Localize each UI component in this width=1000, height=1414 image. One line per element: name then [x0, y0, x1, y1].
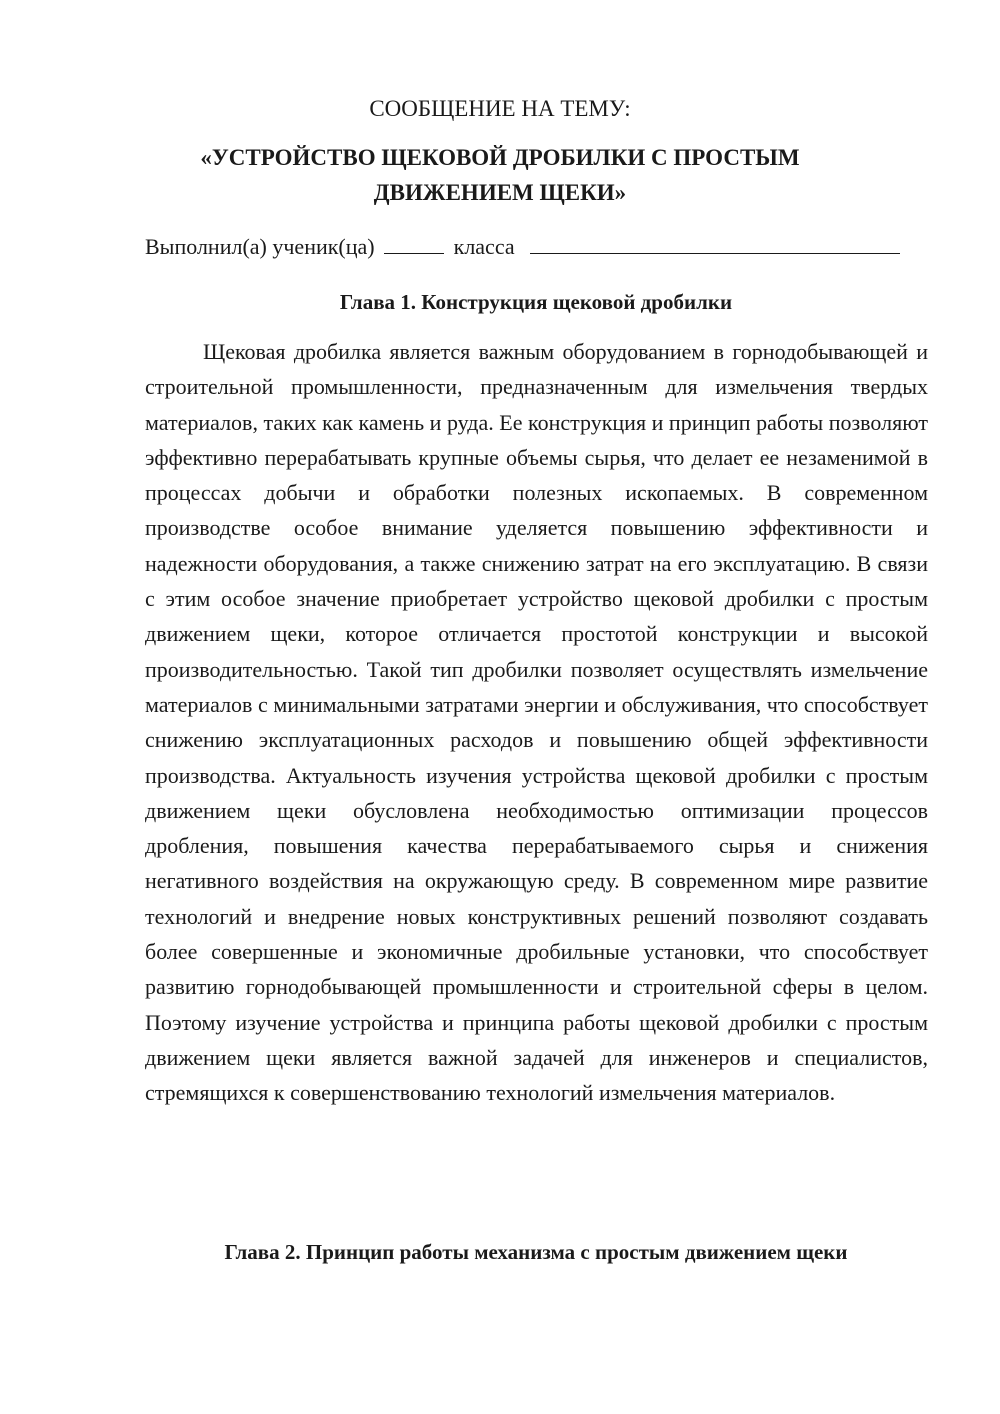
chapter-1-heading: Глава 1. Конструкция щековой дробилки	[339, 290, 733, 314]
class-number-blank	[384, 231, 444, 254]
title-line-2: ДВИЖЕНИЕМ ЩЕКИ»	[373, 180, 627, 205]
student-name-blank	[530, 231, 900, 254]
performer-line	[145, 231, 935, 262]
performer-label: Выполнил(а) ученик(ца)	[145, 234, 375, 259]
class-label: класса	[453, 234, 515, 259]
title-line-1: «УСТРОЙСТВО ЩЕКОВОЙ ДРОБИЛКИ С ПРОСТЫМ	[200, 145, 800, 170]
document-title	[0, 140, 1000, 210]
chapter-2-heading: Глава 2. Принцип работы механизма с простым движением щеки	[224, 1240, 848, 1264]
body-paragraph: Щековая дробилка является важным оборудованием в горнодобывающей и строительной промышленности, предназначенным для измельчения твердых материалов, таких как камень и руда. Ее конструкция и принцип работы позволяют эффективно перерабатывать крупные объемы сырья, что делает ее незаменимой в процессах добычи и обработки полезных ископаемых. В современном производстве особое внимание уделяется повышению эффективности и надежности оборудования, а также снижению затрат на его эксплуатацию. В связи с этим особое значение приобретает устройство щековой дробилки с простым движением щеки, которое отличается простотой конструкции и высокой производительностью. Такой тип дробилки позволяет осуществлять измельчение материалов с минимальными затратами энергии и обслуживания, что способствует снижению эксплуатационных расходов и повышению общей эффективности производства. Актуальность изучения устройства щековой дробилки с простым движением щеки обусловлена необходимостью оптимизации процессов дробления, повышения качества перерабатываемого сырья и снижения негативного воздействия на окружающую среду. В современном мире развитие технологий и внедрение новых конструктивных решений позволяют создавать более совершенные и экономичные дробильные установки, что способствует развитию горнодобывающей промышленности и строительной сферы в целом. Поэтому изучение устройства и принципа работы щековой дробилки с простым движением щеки является важной задачей для инженеров и специалистов, стремящихся к совершенствованию технологий измельчения материалов.	[145, 339, 928, 1106]
report-label: СООБЩЕНИЕ НА ТЕМУ:	[369, 96, 631, 121]
